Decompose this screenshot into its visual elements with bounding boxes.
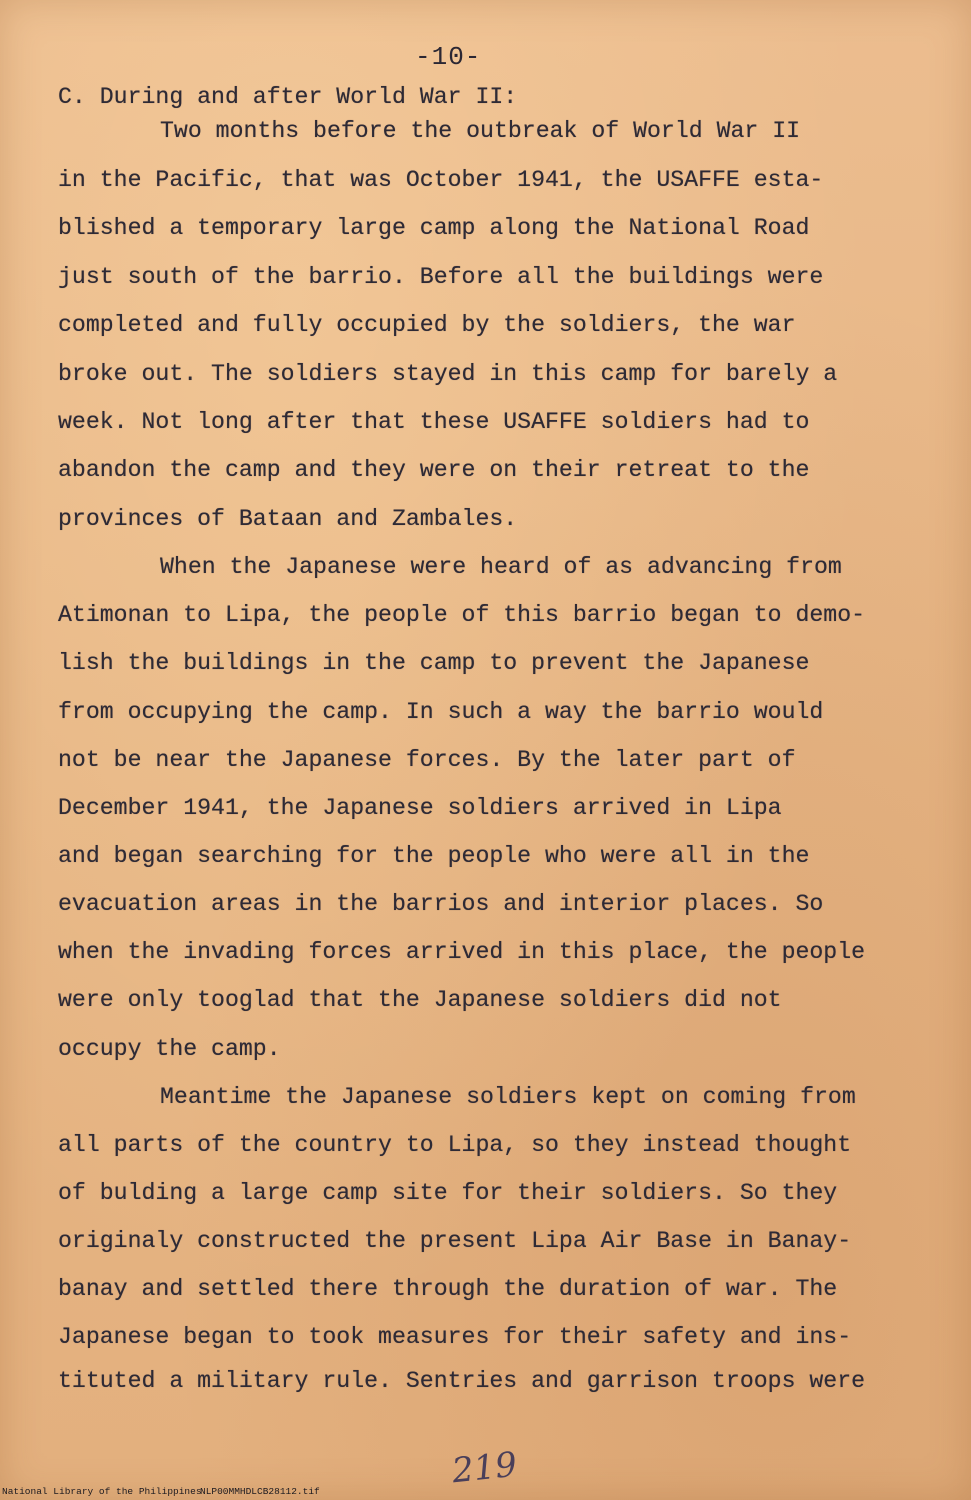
text-line: of bulding a large camp site for their soldiers. So they [58,1180,838,1206]
page-number: -10- [415,42,482,72]
text-line: abandon the camp and they were on their retreat to the [58,457,810,483]
text-line: broke out. The soldiers stayed in this camp for barely a [58,361,838,387]
text-line: evacuation areas in the barrios and interior places. So [58,891,824,917]
text-line: banay and settled there through the duration of war. The [58,1276,838,1302]
text-line: occupy the camp. [58,1036,281,1062]
text-line: blished a temporary large camp along the National Road [58,215,810,241]
footer-file-name: NLP00MMHDLCB28112.tif [200,1486,320,1497]
text-line: week. Not long after that these USAFFE soldiers had to [58,409,810,435]
text-line: Atimonan to Lipa, the people of this barrio began to demo- [58,602,866,628]
text-line: originaly constructed the present Lipa Air Base in Banay- [58,1228,852,1254]
text-line: in the Pacific, that was October 1941, the USAFFE esta- [58,167,824,193]
text-line: from occupying the camp. In such a way the barrio would [58,699,824,725]
text-line: Two months before the outbreak of World War II [160,118,801,144]
text-line: provinces of Bataan and Zambales. [58,506,518,532]
text-line: when the invading forces arrived in this place, the people [58,939,866,965]
text-line: and began searching for the people who were all in the [58,843,810,869]
footer-library-credit: National Library of the Philippines [2,1486,202,1497]
text-line: were only tooglad that the Japanese soldiers did not [58,987,782,1013]
text-line: tituted a military rule. Sentries and garrison troops were [58,1368,866,1394]
handwritten-page-number: 219 [450,1444,519,1492]
text-line: December 1941, the Japanese soldiers arrived in Lipa [58,795,782,821]
text-line: completed and fully occupied by the soldiers, the war [58,312,796,338]
section-heading: C. During and after World War II: [58,84,518,110]
text-line: Japanese began to took measures for their safety and ins- [58,1324,852,1350]
text-line: just south of the barrio. Before all the buildings were [58,264,824,290]
text-line: not be near the Japanese forces. By the later part of [58,747,796,773]
text-line: all parts of the country to Lipa, so they instead thought [58,1132,852,1158]
text-line: lish the buildings in the camp to prevent the Japanese [58,650,810,676]
text-line: Meantime the Japanese soldiers kept on coming from [160,1084,856,1110]
text-line: When the Japanese were heard of as advancing from [160,554,842,580]
